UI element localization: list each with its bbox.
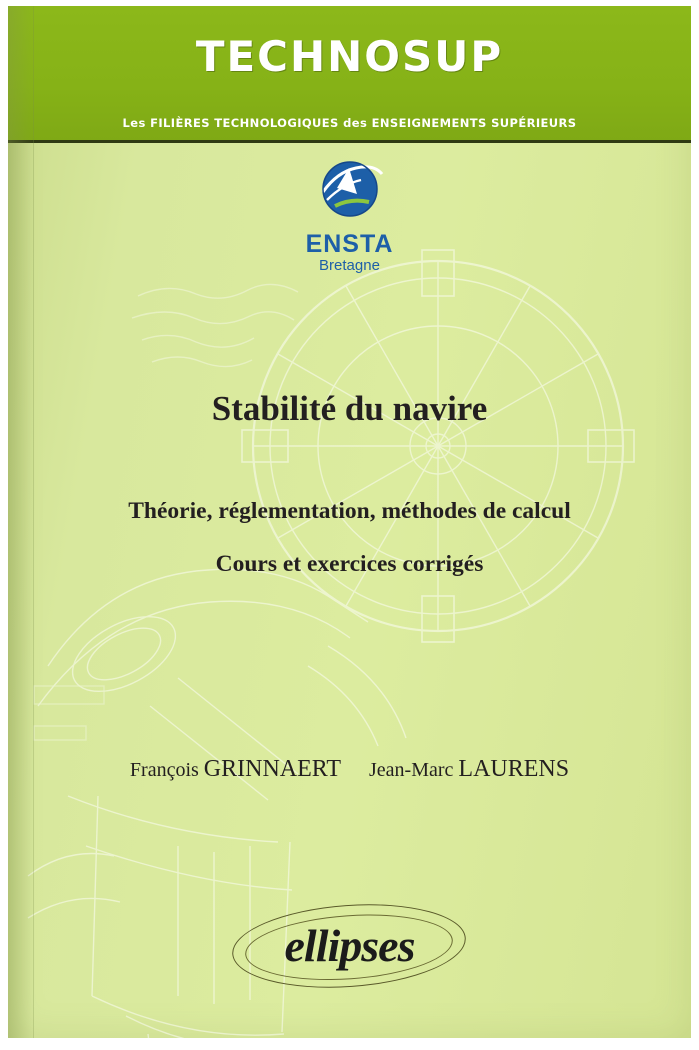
series-tagline: Les FILIÈRES TECHNOLOGIQUES des ENSEIGNEMENTS SUPÉRIEURS <box>122 116 577 130</box>
publisher-logo-wrap <box>259 905 441 986</box>
ensta-bretagne-logo <box>8 156 691 275</box>
ensta-logo-icon <box>313 156 387 230</box>
ensta-logo-region: Bretagne <box>319 257 380 274</box>
book-title: Stabilité du navire <box>211 389 488 428</box>
series-title: TECHNOSUP <box>195 32 504 81</box>
book-subtitle-line-1: Théorie, réglementation, méthodes de calcul <box>128 498 571 524</box>
publisher-logo <box>8 905 691 986</box>
author-family-name: GRINNAERT <box>203 756 342 782</box>
book-subtitle-line-2: Cours et exercices corrigés <box>215 551 484 577</box>
author-given-name: Jean-Marc <box>369 759 454 781</box>
author-list <box>8 756 691 783</box>
ensta-logo-name: ENSTA <box>305 230 394 258</box>
author <box>369 756 569 783</box>
series-banner <box>8 6 691 143</box>
author-family-name: LAURENS <box>458 756 570 782</box>
publisher-name: ellipses <box>284 920 415 971</box>
cover-page <box>8 6 691 1038</box>
author-given-name: François <box>129 759 199 781</box>
author <box>130 756 341 783</box>
